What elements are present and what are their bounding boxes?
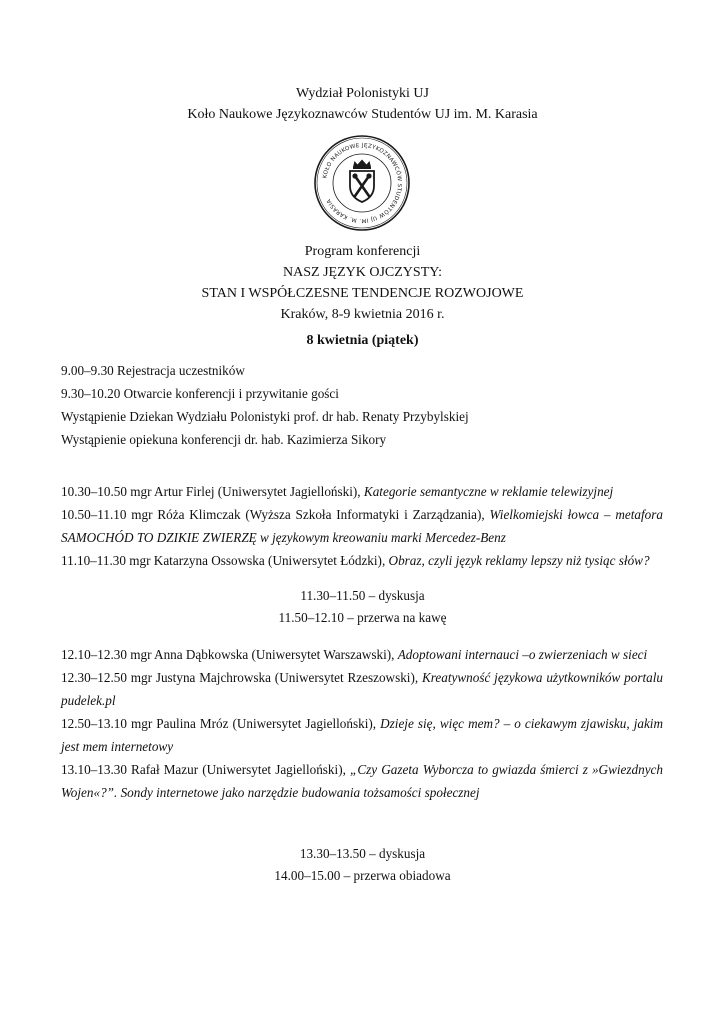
talk-speaker: 10.30–10.50 mgr Artur Firlej (Uniwersytet Jagielloński),: [61, 484, 364, 499]
schedule-item: Wystąpienie Dziekan Wydziału Polonistyki prof. dr hab. Renaty Przybylskiej: [61, 409, 469, 424]
talk-title: „Czy Gazeta Wyborcza to gwiazda śmierci z »Gwiezdnych Wojen«?”. Sondy internetowe jako narzędzie budowania tożsamości społecznej: [61, 762, 663, 800]
discussion-slot: 13.30–13.50 – dyskusja: [299, 846, 426, 861]
talk-speaker: 11.10–11.30 mgr Katarzyna Ossowska (Uniwersytet Łódzki),: [61, 553, 389, 568]
discussion-slot: 11.30–11.50 – dyskusja: [300, 588, 425, 603]
svg-text:KOŁO NAUKOWE JĘZYKOZNAWCÓW STU: [322, 143, 402, 223]
session-one: [61, 480, 663, 572]
document-header: [0, 83, 725, 125]
talk-title: Adoptowani internauci –o zwierzeniach w sieci: [397, 647, 648, 662]
talk-item: [61, 758, 663, 804]
program-label: Program konferencji: [304, 244, 421, 259]
talk-item: [61, 666, 663, 712]
day-heading: 8 kwietnia (piątek): [306, 333, 419, 348]
coffee-break-slot: 11.50–12.10 – przerwa na kawę: [278, 610, 447, 625]
break-block-two: [0, 843, 725, 887]
club-logo-seal: [313, 134, 411, 232]
opening-schedule: [61, 359, 663, 451]
talk-title: Kategorie semantyczne w reklamie telewizyjnej: [363, 484, 614, 499]
seal-ring-text: KOŁO NAUKOWE JĘZYKOZNAWCÓW STUDENTÓW UJ IM. M. KARASIA: [322, 142, 403, 224]
talk-speaker: 10.50–11.10 mgr Róża Klimczak (Wyższa Szkoła Informatyki i Zarządzania),: [61, 507, 490, 522]
talk-speaker: 12.10–12.30 mgr Anna Dąbkowska (Uniwersytet Warszawski),: [61, 647, 398, 662]
talk-speaker: 12.50–13.10 mgr Paulina Mróz (Uniwersytet Jagielloński),: [61, 716, 381, 731]
faculty-name: Wydział Polonistyki UJ: [296, 86, 429, 101]
talk-item: [61, 549, 663, 572]
talk-item: [61, 712, 663, 758]
talk-speaker: 12.30–12.50 mgr Justyna Majchrowska (Uniwersytet Rzeszowski),: [61, 670, 422, 685]
session-two: [61, 643, 663, 804]
lunch-break-slot: 14.00–15.00 – przerwa obiadowa: [274, 868, 451, 883]
conference-place-date: Kraków, 8-9 kwietnia 2016 r.: [280, 307, 445, 322]
conference-title-block: [0, 241, 725, 325]
talk-title: Obraz, czyli język reklamy lepszy niż tysiąc słów?: [388, 553, 650, 568]
club-name: Koło Naukowe Językoznawców Studentów UJ im. M. Karasia: [187, 107, 538, 122]
break-block-one: [0, 585, 725, 629]
schedule-item: 9.00–9.30 Rejestracja uczestników: [61, 363, 245, 378]
shield-icon: [350, 171, 374, 202]
talk-title: Kreatywność językowa użytkowników portalu pudelek.pl: [61, 670, 663, 708]
conference-title: NASZ JĘZYK OJCZYSTY:: [283, 265, 442, 280]
crown-icon: [353, 160, 371, 170]
talk-title: Wielkomiejski łowca – metafora SAMOCHÓD TO DZIKIE ZWIERZĘ w językowym kreowaniu marki Mercedez-Benz: [61, 507, 663, 545]
conference-subtitle: STAN I WSPÓŁCZESNE TENDENCJE ROZWOJOWE: [201, 286, 524, 301]
schedule-item: Wystąpienie opiekuna konferencji dr. hab. Kazimierza Sikory: [61, 432, 387, 447]
talk-item: [61, 643, 663, 666]
talk-speaker: 13.10–13.30 Rafał Mazur (Uniwersytet Jagielloński),: [61, 762, 350, 777]
talk-item: [61, 503, 663, 549]
talk-title: Dzieje się, więc mem? – o ciekawym zjawisku, jakim jest mem internetowy: [61, 716, 663, 754]
talk-item: [61, 480, 663, 503]
schedule-item: 9.30–10.20 Otwarcie konferencji i przywitanie gości: [61, 386, 339, 401]
